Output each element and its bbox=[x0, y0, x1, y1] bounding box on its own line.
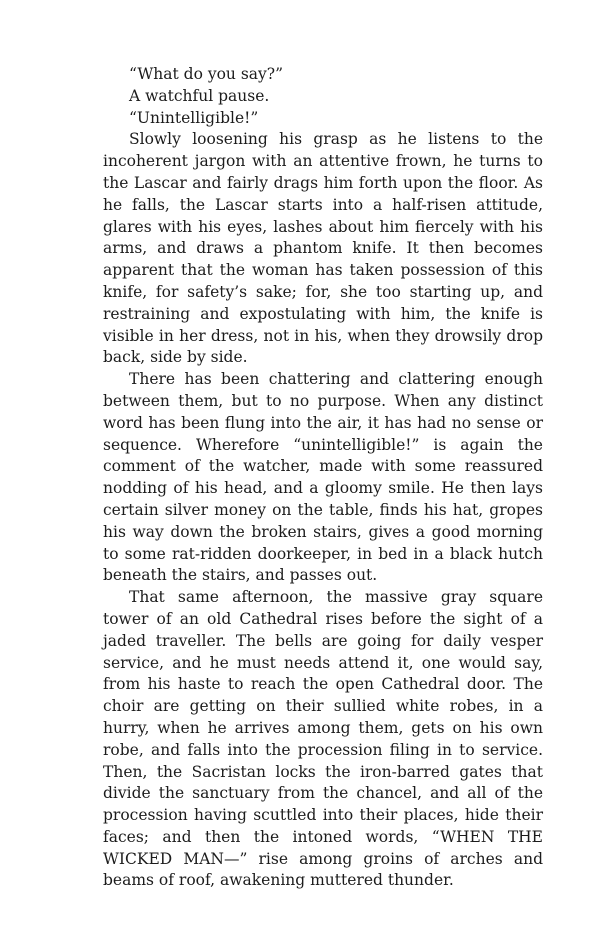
paragraph-lascar: Slowly loosening his grasp as he listens to the incoherent jargon with an attentive frown, he turns to the Lascar and fairly drags him forth upon the floor. As he falls, the Lascar starts into a half-risen attitude, glares with his eyes, lashes about him fiercely with his arms, and draws a phantom knife. It then becomes apparent that the woman has taken possession of this knife, for safety’s sake; for, she too starting up, and restraining and expostulating with him, the knife is visible in her dress, not in his, when they drowsily drop back, side by side. bbox=[103, 130, 543, 367]
paragraph-chattering: There has been chattering and clattering enough between them, but to no purpose. When any distinct word has been flung into the air, it has had no sense or sequence. Wherefore “unintelligible!” is again the comment of the watcher, made with some reassured nodding of his head, and a gloomy smile. He then lays certain silver money on the table, finds his hat, gropes his way down the broken stairs, gives a good morning to some rat-ridden doorkeeper, in bed in a black hutch beneath the stairs, and passes out. bbox=[103, 370, 543, 585]
dialogue-line-question: “What do you say?” bbox=[129, 65, 284, 83]
dialogue-line-unintelligible: “Unintelligible!” bbox=[129, 108, 259, 127]
book-page-text bbox=[103, 64, 543, 892]
narration-line-pause: A watchful pause. bbox=[129, 86, 270, 105]
paragraph-cathedral: That same afternoon, the massive gray square tower of an old Cathedral rises before the sight of a jaded traveller. The bells are going for daily vesper service, and he must needs attend it, one would say, from his haste to reach the open Cathedral door. The choir are getting on their sullied white robes, in a hurry, when he arrives among them, gets on his own robe, and falls into the procession filing in to service. Then, the Sacristan locks the iron-barred gates that divide the sanctuary from the chancel, and all of the procession having scuttled into their places, hide their faces; and then the intoned words, “WHEN THE WICKED MAN—” rise among groins of arches and beams of roof, awakening muttered thunder. bbox=[103, 588, 543, 890]
